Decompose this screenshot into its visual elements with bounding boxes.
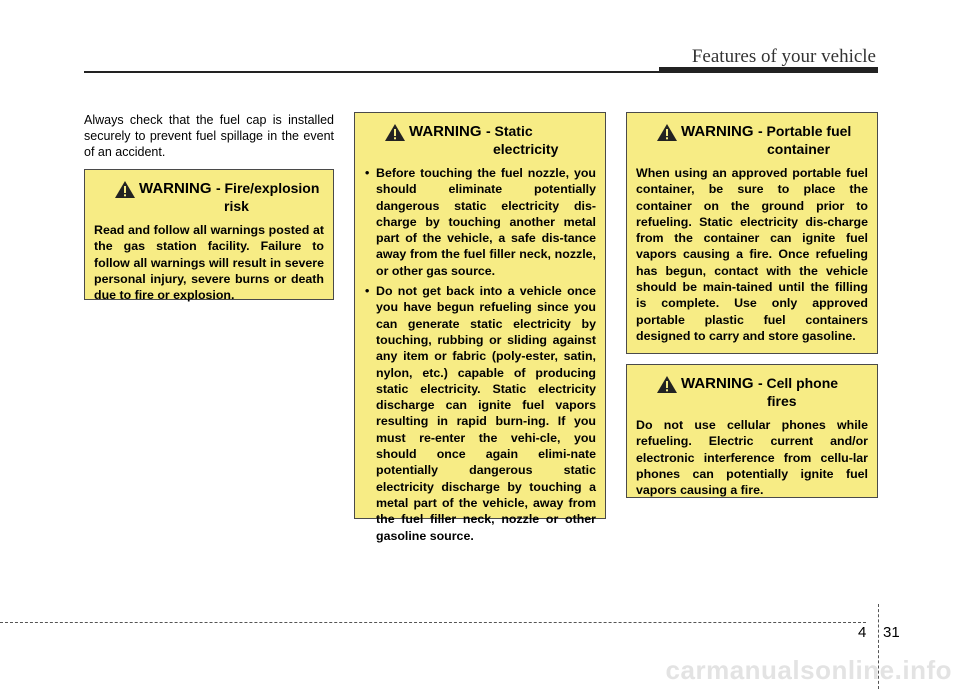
- warning-box-static-electricity: [354, 112, 606, 543]
- warning-triangle-icon: [114, 180, 136, 199]
- page-header-title: Features of your vehicle: [691, 46, 876, 67]
- warning-triangle-icon: [656, 123, 678, 142]
- warning-bullet: • Before touching the fuel nozzle, you should eliminate potentially dangerous static electricity dis-charge by touching another metal part of the vehicle, a safe dis-tance away from the fuel filler neck, nozzle, or other gas source.: [364, 165, 596, 279]
- footer-divider: [0, 622, 866, 623]
- warning-heading: [636, 123, 868, 157]
- warning-topic-continued: risk: [224, 198, 249, 214]
- warning-topic: - Cell phone: [757, 375, 839, 391]
- warning-box-fire-explosion: [84, 169, 334, 303]
- warning-label: WARNING: [139, 180, 212, 197]
- warning-label: WARNING: [409, 123, 482, 140]
- warning-triangle-icon: [656, 375, 678, 394]
- warning-body: Read and follow all warnings posted at the gas station facility. Failure to follow all warnings will result in severe personal injury, severe burns or death due to fire or explosion.: [94, 223, 324, 303]
- page-number: 31: [883, 624, 900, 641]
- warning-topic: - Portable fuel: [757, 123, 852, 139]
- warning-box-portable-fuel-container: [626, 112, 878, 354]
- warning-heading: [94, 180, 324, 214]
- warning-heading: [364, 123, 596, 157]
- warning-triangle-icon: [384, 123, 406, 142]
- warning-bullet: • Do not get back into a vehicle once you have begun refueling since you can generate static electricity by touching, rubbing or sliding against any item or fabric (poly-ester, satin, nylon, etc.) capable of producing static electricity. Static electricity discharge can ignite fuel vapors resulting in rapid burn-ing. If you must re-enter the vehi-cle, you should once again elimi-nate potentially dangerous static electricity discharge by touching a metal part of the vehicle, away from the fuel filler neck, nozzle or other gasoline source.: [364, 283, 596, 544]
- warning-topic-continued: container: [767, 141, 831, 157]
- warning-topic-continued: electricity: [493, 141, 559, 157]
- warning-label: WARNING: [681, 123, 754, 140]
- warning-topic: - Fire/explosion: [215, 180, 320, 196]
- warning-label: WARNING: [681, 375, 754, 392]
- warning-topic: - Static: [485, 123, 533, 139]
- warning-topic-continued: fires: [767, 393, 797, 409]
- header-rule-accent: [659, 67, 878, 73]
- warning-heading: [636, 375, 868, 409]
- intro-paragraph: Always check that the fuel cap is installed securely to prevent fuel spillage in the event of an accident.: [84, 113, 334, 159]
- chapter-number: 4: [858, 624, 867, 641]
- warning-body: Do not use cellular phones while refueling. Electric current and/or electronic interference from cellu-lar phones can potentially ignite fuel vapors causing a fire.: [636, 418, 868, 498]
- warning-bullet-list: [364, 165, 596, 544]
- warning-body: When using an approved portable fuel container, be sure to place the container on the ground prior to refueling. Static electricity dis-charge from the container can ignite fuel vapors causing a fire. Once refueling has begun, contact with the vehicle should be main-tained until the filling is complete. Use only approved portable plastic fuel containers designed to carry and store gasoline.: [636, 166, 868, 343]
- watermark: carmanualsonline.info: [665, 655, 952, 685]
- warning-box-cell-phone-fires: [626, 364, 878, 498]
